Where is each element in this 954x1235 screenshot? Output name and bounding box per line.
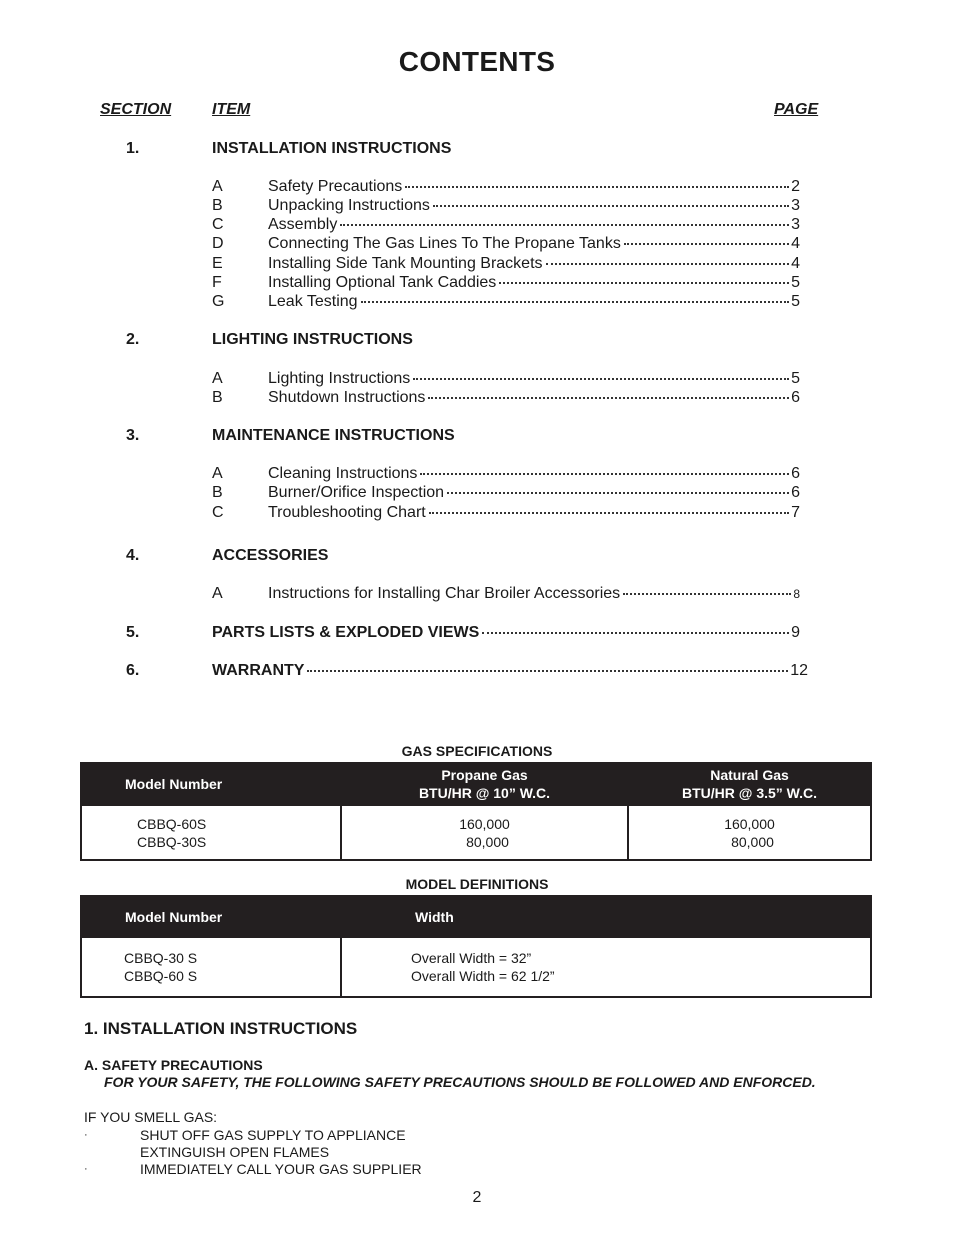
dot-leader [340, 224, 789, 226]
width-cell [341, 937, 871, 997]
table-header-width: Width [341, 896, 871, 937]
toc-entry-label: Assembly [268, 216, 338, 233]
toc-entry-page: 3 [791, 197, 800, 214]
toc-item-letter: B [212, 197, 223, 214]
toc-entry-page: 5 [791, 274, 800, 291]
model-value: CBBQ-30S [137, 833, 207, 850]
dot-leader [433, 205, 789, 207]
natural-header-line1: Natural Gas [710, 767, 789, 783]
model-value: CBBQ-30 S [124, 950, 198, 966]
page-number: 2 [472, 1189, 482, 1206]
toc-section-title: WARRANTY [212, 662, 305, 679]
toc-entry-parts-lists[interactable] [212, 624, 800, 644]
section-column-header: SECTION [100, 101, 172, 118]
table-row [81, 805, 871, 860]
toc-entry-shutdown[interactable] [268, 389, 800, 409]
toc-section-number: 6. [126, 662, 140, 679]
toc-entry-label: Installing Optional Tank Caddies [268, 274, 497, 291]
dot-leader [447, 492, 789, 494]
propane-cell [341, 805, 628, 860]
dot-leader [499, 282, 789, 284]
toc-entry-label: Connecting The Gas Lines To The Propane Tanks [268, 235, 621, 252]
item-column-header: ITEM [212, 101, 251, 118]
toc-entry-page: 6 [791, 465, 800, 482]
gas-specs-caption: GAS SPECIFICATIONS [401, 743, 553, 759]
width-value: Overall Width = 32” [411, 950, 532, 966]
toc-item-letter: G [212, 293, 225, 310]
toc-entry-assembly[interactable] [268, 216, 800, 236]
toc-entry-warranty[interactable] [212, 662, 808, 682]
toc-section-number: 4. [126, 547, 140, 564]
toc-item-letter: D [212, 235, 224, 252]
toc-entry-label: Troubleshooting Chart [268, 504, 426, 521]
toc-entry-page: 3 [791, 216, 800, 233]
model-cell [81, 937, 341, 997]
toc-entry-label: Unpacking Instructions [268, 197, 430, 214]
safety-step: IMMEDIATELY CALL YOUR GAS SUPPLIER [140, 1161, 422, 1177]
propane-value: 160,000 [459, 815, 510, 832]
toc-item-letter: C [212, 216, 224, 233]
toc-entry-page: 8 [793, 587, 800, 601]
dot-leader [405, 186, 789, 188]
toc-entry-page: 4 [791, 255, 800, 272]
page-column-header: PAGE [774, 101, 819, 118]
toc-entry-side-tank-brackets[interactable] [268, 255, 800, 275]
toc-section-number: 3. [126, 427, 140, 444]
safety-precautions-heading: A. SAFETY PRECAUTIONS [84, 1057, 263, 1073]
natural-header-line2: BTU/HR @ 3.5” W.C. [682, 785, 817, 801]
toc-item-letter: A [212, 465, 223, 482]
smell-gas-label: IF YOU SMELL GAS: [84, 1109, 218, 1125]
toc-item-letter: A [212, 178, 223, 195]
toc-section-title[interactable]: MAINTENANCE INSTRUCTIONS [212, 427, 455, 444]
safety-step: EXTINGUISH OPEN FLAMES [140, 1144, 330, 1160]
natural-value: 160,000 [724, 815, 775, 832]
propane-value: 80,000 [466, 833, 509, 850]
toc-entry-label: Cleaning Instructions [268, 465, 418, 482]
toc-section-number: 1. [126, 140, 140, 157]
toc-entry-page: 12 [790, 662, 808, 679]
toc-entry-tank-caddies[interactable] [268, 274, 800, 294]
toc-entry-page: 4 [791, 235, 800, 252]
bullet-marker: · [84, 1129, 88, 1141]
toc-entry-label: Burner/Orifice Inspection [268, 484, 445, 501]
dot-leader [623, 593, 791, 595]
toc-section-title[interactable]: LIGHTING INSTRUCTIONS [212, 331, 413, 348]
toc-entry-label: Leak Testing [268, 293, 358, 310]
toc-entry-cleaning[interactable] [268, 465, 800, 485]
natural-value: 80,000 [731, 833, 774, 850]
dot-leader [624, 243, 789, 245]
safety-warning: FOR YOUR SAFETY, THE FOLLOWING SAFETY PRECAUTIONS SHOULD BE FOLLOWED AND ENFORCED. [104, 1074, 816, 1090]
toc-entry-page: 7 [791, 504, 800, 521]
gas-specs-table [80, 762, 872, 861]
toc-entry-gas-lines[interactable] [268, 235, 800, 255]
toc-entry-label: Shutdown Instructions [268, 389, 426, 406]
toc-item-letter: B [212, 389, 223, 406]
toc-entry-burner-inspection[interactable] [268, 484, 800, 504]
toc-entry-page: 2 [791, 178, 800, 195]
dot-leader [482, 632, 789, 634]
toc-item-letter: B [212, 484, 223, 501]
dot-leader [361, 301, 790, 303]
dot-leader [413, 378, 789, 380]
toc-entry-page: 5 [791, 370, 800, 387]
propane-header-line1: Propane Gas [441, 767, 528, 783]
natural-cell [628, 805, 871, 860]
toc-item-letter: A [212, 370, 223, 387]
toc-entry-label: Instructions for Installing Char Broiler Accessories [268, 585, 621, 602]
safety-step: SHUT OFF GAS SUPPLY TO APPLIANCE [140, 1127, 406, 1143]
toc-entry-page: 9 [791, 624, 800, 641]
toc-entry-label: Safety Precautions [268, 178, 403, 195]
propane-header-line2: BTU/HR @ 10” W.C. [418, 785, 551, 801]
model-cell [81, 805, 341, 860]
toc-entry-label: Lighting Instructions [268, 370, 411, 387]
dot-leader [307, 670, 788, 672]
toc-entry-accessories[interactable] [268, 585, 800, 605]
table-row [81, 937, 871, 997]
toc-entry-troubleshooting[interactable] [268, 504, 800, 524]
table-header-model: Model Number [81, 763, 341, 805]
dot-leader [420, 473, 789, 475]
toc-item-letter: F [212, 274, 222, 291]
dot-leader [546, 263, 790, 265]
toc-entry-leak-testing[interactable] [268, 293, 800, 313]
toc-item-letter: E [212, 255, 223, 272]
model-definitions-caption: MODEL DEFINITIONS [405, 876, 549, 892]
toc-entry-safety-precautions[interactable] [268, 178, 800, 198]
toc-entry-label: Installing Side Tank Mounting Brackets [268, 255, 543, 272]
width-value: Overall Width = 62 1/2” [411, 968, 555, 984]
toc-section-title[interactable]: ACCESSORIES [212, 547, 329, 564]
table-header-model: Model Number [81, 896, 341, 937]
model-value: CBBQ-60 S [124, 968, 198, 984]
toc-entry-unpacking[interactable] [268, 197, 800, 217]
toc-section-title: PARTS LISTS & EXPLODED VIEWS [212, 624, 480, 641]
toc-item-letter: A [212, 585, 223, 602]
toc-section-number: 2. [126, 331, 140, 348]
toc-entry-page: 6 [791, 389, 800, 406]
table-header-natural [628, 763, 871, 805]
installation-heading: 1. INSTALLATION INSTRUCTIONS [84, 1019, 358, 1038]
dot-leader [428, 397, 789, 399]
page-title: CONTENTS [398, 46, 556, 77]
model-definitions-table [80, 895, 872, 998]
toc-section-title[interactable]: INSTALLATION INSTRUCTIONS [212, 140, 452, 157]
toc-section-number: 5. [126, 624, 140, 641]
toc-entry-lighting[interactable] [268, 370, 800, 390]
table-header-propane [341, 763, 628, 805]
model-value: CBBQ-60S [137, 815, 207, 832]
bullet-marker: · [84, 1163, 88, 1175]
toc-entry-page: 5 [791, 293, 800, 310]
toc-entry-page: 6 [791, 484, 800, 501]
toc-item-letter: C [212, 504, 224, 521]
dot-leader [429, 512, 789, 514]
